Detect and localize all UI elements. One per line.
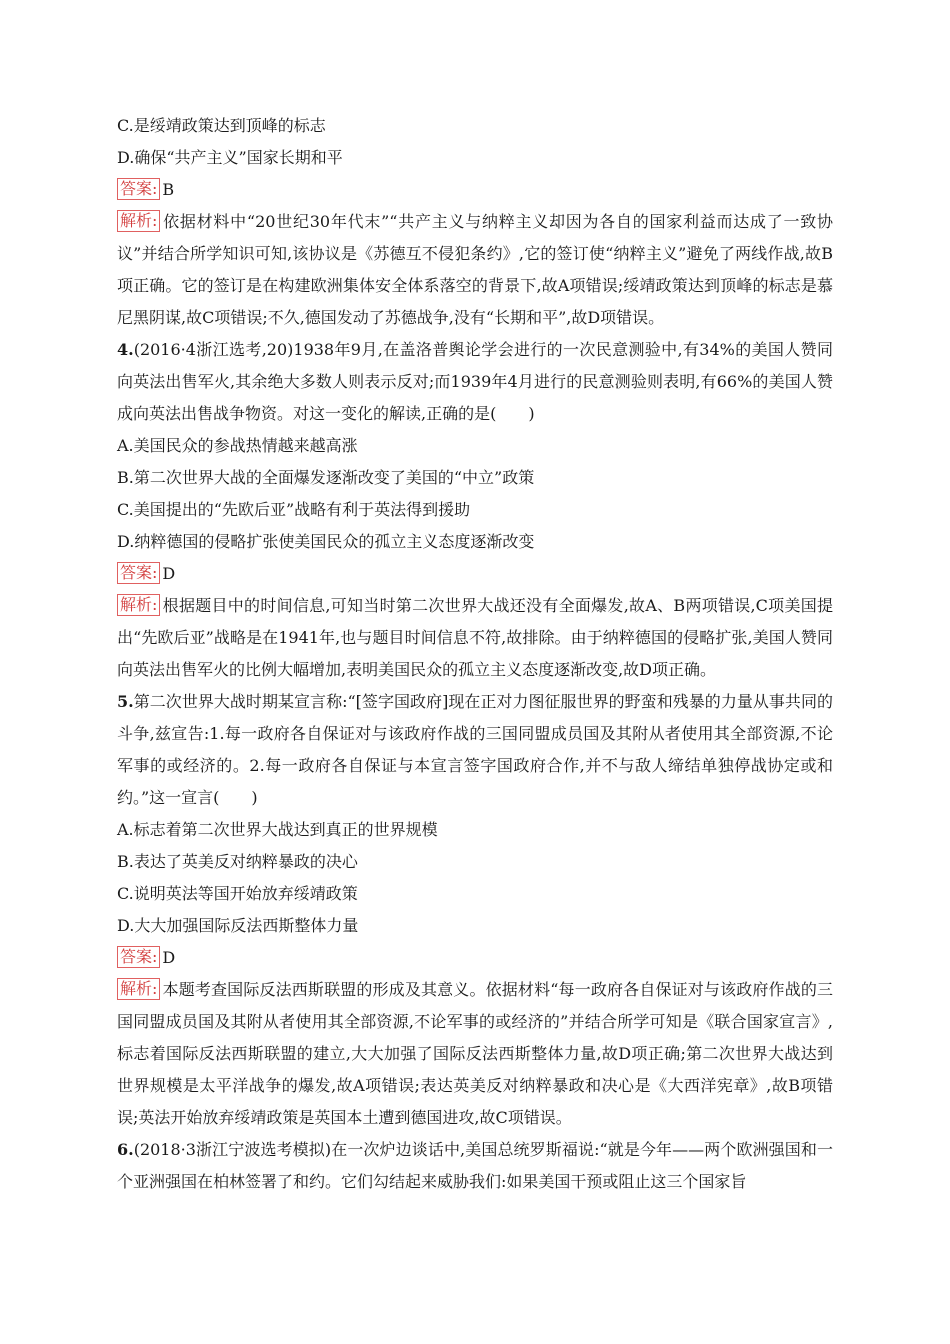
option-line: A.美国民众的参战热情越来越高涨 — [117, 436, 358, 455]
option-line: C.说明英法等国开始放弃绥靖政策 — [117, 884, 358, 903]
question-text: (2016·4浙江选考,20)1938年9月,在盖洛普舆论学会进行的一次民意测验中,有34%的美国人赞同向英法出售军火,其余绝大多数人则表示反对;而1939年4月进行的民意测验则表明,有66%的美国人赞成向英法出售战争物资。对这一变化的解读,正确的是( ) — [117, 340, 833, 423]
option-line: D.大大加强国际反法西斯整体力量 — [117, 916, 359, 935]
answer-tag: 答案: — [117, 562, 160, 584]
question-number: 6. — [117, 1140, 134, 1159]
question-stem — [117, 686, 833, 814]
answer-value: D — [162, 564, 176, 583]
answer-tag: 答案: — [117, 946, 160, 968]
question-text: 第二次世界大战时期某宣言称:“[签字国政府]现在正对力图征服世界的野蛮和残暴的力量从事共同的斗争,兹宣告:1.每一政府各自保证对与该政府作战的三国同盟成员国及其附从者使用其全部资源,不论军事的或经济的。2.每一政府各自保证与本宣言签字国政府合作,并不与敌人缔结单独停战协定或和约。”这一宣言( ) — [117, 692, 833, 807]
question-text: (2018·3浙江宁波选考模拟)在一次炉边谈话中,美国总统罗斯福说:“就是今年——两个欧洲强国和一个亚洲强国在柏林签署了和约。它们勾结起来威胁我们:如果美国干预或阻止这三个国家旨 — [117, 1140, 833, 1191]
analysis-paragraph — [117, 590, 833, 686]
answer-line — [117, 558, 833, 590]
analysis-tag: 解析: — [117, 210, 160, 232]
option-line: B.表达了英美反对纳粹暴政的决心 — [117, 852, 358, 871]
analysis-tag: 解析: — [117, 594, 160, 616]
option-line: D.纳粹德国的侵略扩张使美国民众的孤立主义态度逐渐改变 — [117, 532, 535, 551]
question-number: 5. — [117, 692, 134, 711]
document-page — [117, 110, 833, 1198]
question-number: 4. — [117, 340, 134, 359]
analysis-tag: 解析: — [117, 978, 160, 1000]
option-line: C.美国提出的“先欧后亚”战略有利于英法得到援助 — [117, 500, 471, 519]
question-stem — [117, 1134, 833, 1198]
analysis-paragraph — [117, 206, 833, 334]
answer-value: B — [162, 180, 175, 199]
answer-line — [117, 942, 833, 974]
answer-tag: 答案: — [117, 178, 160, 200]
answer-line — [117, 174, 833, 206]
option-line: D.确保“共产主义”国家长期和平 — [117, 148, 343, 167]
analysis-text: 根据题目中的时间信息,可知当时第二次世界大战还没有全面爆发,故A、B两项错误,C项美国提出“先欧后亚”战略是在1941年,也与题目时间信息不符,故排除。由于纳粹德国的侵略扩张,美国人赞同向英法出售军火的比例大幅增加,表明美国民众的孤立主义态度逐渐改变,故D项正确。 — [117, 596, 833, 679]
analysis-text: 依据材料中“20世纪30年代末”“共产主义与纳粹主义却因为各自的国家利益而达成了一致协议”并结合所学知识可知,该协议是《苏德互不侵犯条约》,它的签订使“纳粹主义”避免了两线作战,故B项正确。它的签订是在构建欧洲集体安全体系落空的背景下,故A项错误;绥靖政策达到顶峰的标志是慕尼黑阴谋,故C项错误;不久,德国发动了苏德战争,没有“长期和平”,故D项错误。 — [117, 212, 833, 327]
question-stem — [117, 334, 833, 430]
option-line: A.标志着第二次世界大战达到真正的世界规模 — [117, 820, 438, 839]
option-line: B.第二次世界大战的全面爆发逐渐改变了美国的“中立”政策 — [117, 468, 535, 487]
option-line: C.是绥靖政策达到顶峰的标志 — [117, 116, 326, 135]
answer-value: D — [162, 948, 176, 967]
analysis-paragraph — [117, 974, 833, 1134]
analysis-text: 本题考查国际反法西斯联盟的形成及其意义。依据材料“每一政府各自保证对与该政府作战的三国同盟成员国及其附从者使用其全部资源,不论军事的或经济的”并结合所学可知是《联合国家宣言》,标志着国际反法西斯联盟的建立,大大加强了国际反法西斯整体力量,故D项正确;第二次世界大战达到世界规模是太平洋战争的爆发,故A项错误;表达英美反对纳粹暴政和决心是《大西洋宪章》,故B项错误;英法开始放弃绥靖政策是英国本土遭到德国进攻,故C项错误。 — [117, 980, 833, 1127]
